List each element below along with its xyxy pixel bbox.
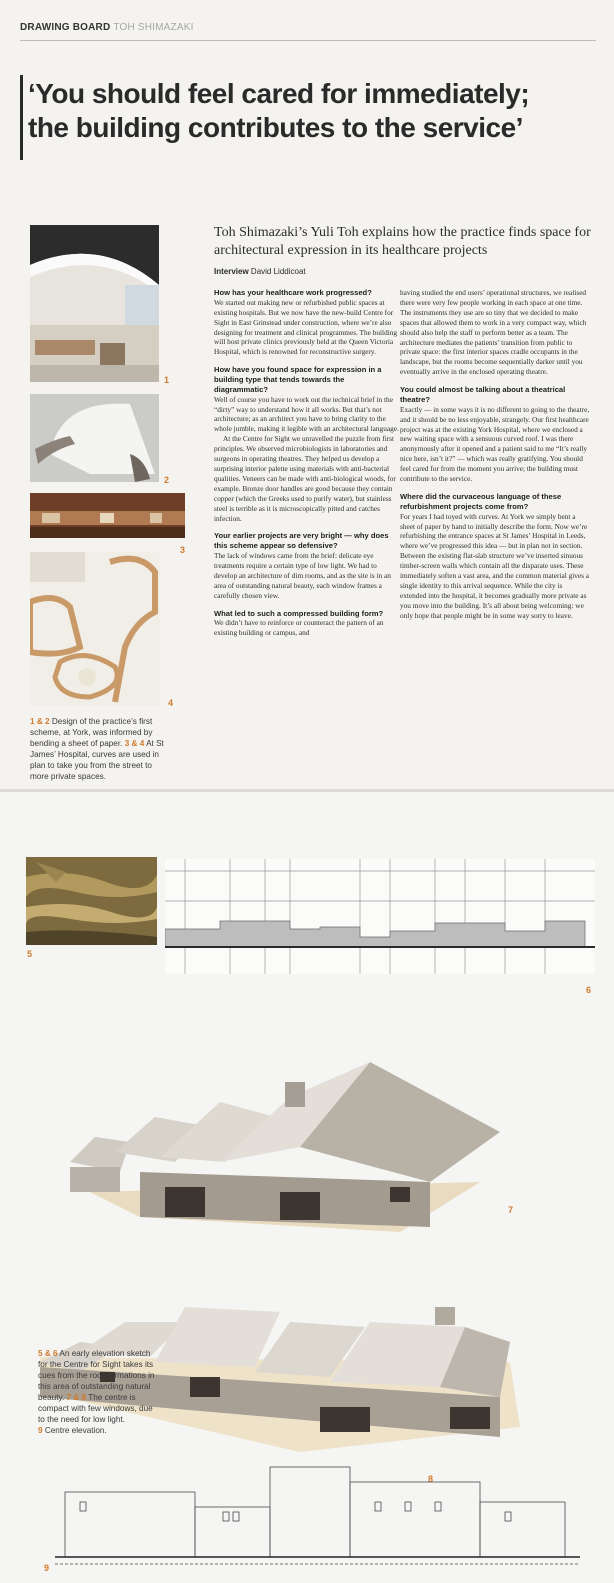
caption-ref-7-8: 7 & 8 [66,1393,87,1402]
standfirst: Toh Shimazaki’s Yuli Toh explains how the practice finds space for architectural expression in its healthcare projects [214,225,591,258]
answer-2b: At the Centre for Sight we unravelled the puzzle from first principles. We observed microbiologists in laboratories and surgeons in operating theatres. They helped us develop a surprising interior palette using materials with anti-bacterial qualities. Veneers can be made with anti-biological woods, for example. Bronze door handles are good because they contain copper (which the Greeks used to purify water), but stainless steel is terrible as it is microscopically pitted and catches infection. [214,434,396,523]
page-title [28,77,598,145]
question-1: How has your healthcare work progressed? [214,288,372,297]
elevation-sketch [165,859,595,974]
photo-york-waiting-space-image [30,225,159,382]
figure-number-9: 9 [44,1563,50,1573]
practice-name: TOH SHIMAZAKI [113,22,194,33]
figure-number-6: 6 [586,985,592,995]
caption-text-9: Centre elevation. [42,1426,107,1435]
article-column-1 [214,288,399,638]
centre-elevation-drawing [55,1462,580,1572]
question-6: Where did the curvaceous language of these refurbishment projects come from? [400,492,562,511]
header-rule [20,40,596,41]
caption-figures-1-4 [30,716,165,782]
photo-timber-screen [30,493,185,538]
photo-plan-model [30,552,160,706]
figure-number-7: 7 [508,1205,514,1215]
byline-author: David Liddicoat [250,267,306,276]
answer-1: We started out making new or refurbished public spaces at existing hospitals. But we now have the new-build Centre for Sight in East Grinstead under construction, where we’re also designing for treatment and clinical programmes. The building will host private clinics previously held at the Queen Victoria Hospital, which is renowned for reconstructive surgery. [214,297,398,357]
photo-plan-model-image [30,552,160,706]
photo-building-model-7 [60,1042,510,1232]
figure-number-3: 3 [180,545,186,555]
headline-line-2: the building contributes to the service’ [28,112,523,143]
elevation-sketch-drawing [165,859,595,974]
magazine-page-right [0,792,614,1583]
answer-4a: We didn’t have to reinforce or counteract the pattern of an existing building or campus, and [214,618,384,638]
caption-figures-5-9 [38,1348,156,1436]
answer-6: For years I had toyed with curves. At York we simply bent a sheet of paper by hand to initially describe the form. Now we’re refurbishing the entrance spaces at St James’ Hospital in Leeds, where we’ve progressed this idea — but in plan not in section. Between the existing flat-slab structure we’ve inserted sinuous timber-screen walls which contain all the disparate uses. These immediately soften a vast area, and the common material gives a single identity to this arrival sequence. While the city is extended into the hospital, it becomes gradually more private as you move into the building. It’s all about being welcoming: we only hope that people might be in some way sorry to leave. [400,511,590,620]
figure-number-5: 5 [27,949,33,959]
question-4: What led to such a compressed building form? [214,608,384,618]
question-3: Your earlier projects are very bright — why does this scheme appear so defensive? [214,531,389,551]
caption-text-3-4: At St James’ Hospital, curves are used in plan to take you from the street to more private spaces. [30,739,164,781]
answer-3: The lack of windows came from the brief: delicate eye treatments require a certain type of low light. We had to develop an architecture of dim rooms, and as the site is in an area of outstanding natural beauty, each window frames a carefully chosen view. [214,551,391,600]
caption-ref-3-4: 3 & 4 [124,739,145,748]
byline [214,267,306,276]
figure-number-8: 8 [428,1474,434,1484]
photo-paper-model-image [30,394,159,482]
photo-rock-formation [26,857,157,945]
figure-number-4: 4 [168,698,174,708]
headline-rule [20,75,23,160]
caption-ref-9: 9 [38,1426,43,1435]
magazine-page-left [0,0,614,790]
caption-text-7-8: The centre is compact with few windows, due to the need for low light. [38,1393,153,1424]
centre-elevation-drawing-image [55,1462,580,1572]
answer-5: Exactly — in some ways it is no different to going to the theatre, and it should be no less enjoyable, strangely. Our first healthcare project was at the existing York Hospital, where we enclosed a new waiting space with a sensuous curved roof. I was there anonymously after it opened and a patient said to me “It’s really nice here, isn’t it?” — which was really gratifying. You should feel cared for from the moment you arrive; the building must contribute to the service. [400,404,590,484]
figure-number-1: 1 [164,375,170,385]
answer-4b: having studied the end users’ operational structures, we realised there were very few people working in each space at one time. The instruments they use are so tiny that we decided to make spaces that allowed them to work in a very compact way, which should also help the staff to perform better as a team. The architecture mediates the patients’ transition from public to private space: the first interior spaces cradle occupants in the landscape, but the rooms become sequentially darker until you eventually arrive in the enclosed operating theatre. [400,288,587,377]
photo-building-model-7-image [60,1042,510,1232]
figure-number-2: 2 [164,475,170,485]
caption-ref-5-6: 5 & 6 [38,1349,58,1358]
photo-york-waiting-space [30,225,159,382]
answer-2a: Well of course you have to work out the technical brief in the “dirty” way to understand how it all works. But that’s not architecture; as an architect you have to bring clarity to the whole jumble, making it legible with an architectural language. [214,394,399,434]
photo-timber-screen-image [30,493,185,538]
photo-paper-model [30,394,159,482]
section-tag [20,22,194,33]
headline-line-1: ‘You should feel cared for immediately; [28,78,530,109]
photo-rock-formation-image [26,857,157,945]
question-2: How have you found space for expression in a building type that tends towards the diagrammatic? [214,365,382,394]
byline-label: Interview [214,267,249,276]
caption-text-5-6: An early elevation sketch for the Centre for Sight takes its cues from the rock formations in this area of outstanding natural beauty. [38,1349,155,1402]
question-5: You could almost be talking about a theatrical theatre? [400,385,566,404]
caption-text-1-2: Design of the practice’s first scheme, at York, was informed by bending a sheet of paper. [30,717,153,748]
article-column-2 [400,288,590,621]
caption-ref-1-2: 1 & 2 [30,717,50,726]
section-name: DRAWING BOARD [20,22,111,33]
